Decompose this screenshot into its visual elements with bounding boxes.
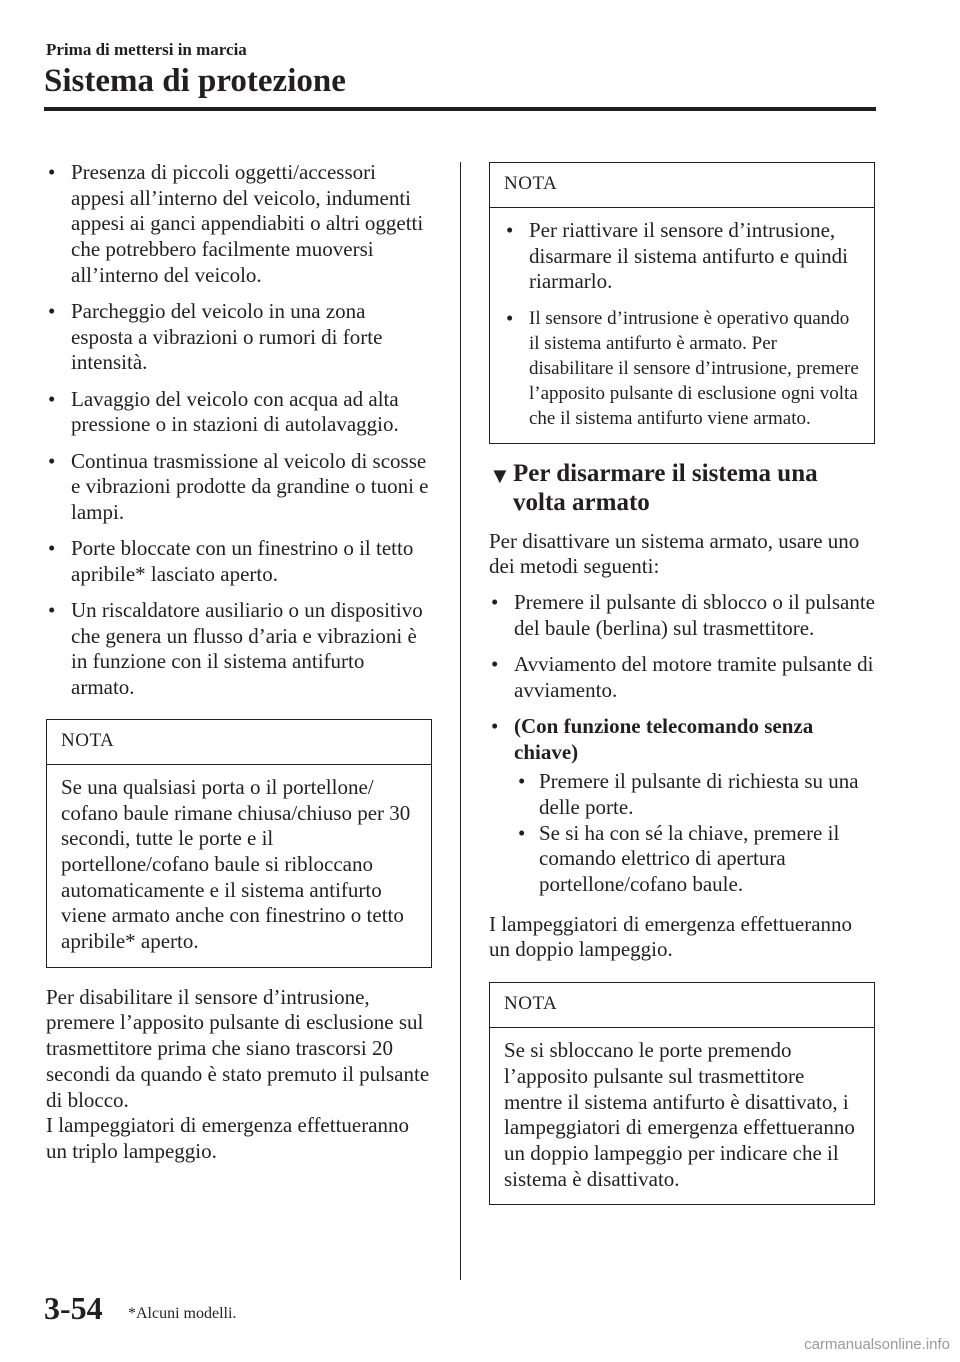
- list-item: • Avviamento del motore tramite pulsante di avviamento.: [491, 651, 874, 702]
- note-box-right-top: [489, 162, 875, 444]
- note-text: Se una qualsiasi porta o il portellone/ cofano baule rimane chiusa/chiuso per 30 secondi, tutte le porte e il portellone/cofano baule si ribloccano automaticamente e il sistema antifurto viene armato anche con finestrino o tetto apribile* aperto.: [61, 774, 411, 954]
- list-item: • Il sensore d’intrusione è operativo quando il sistema antifurto è armato. Per disabilitare il sensore d’intrusione, premere l’apposito pulsante di esclusione ogni volta che il sistema antifurto viene armato.: [506, 305, 859, 429]
- bullet-icon: •: [518, 769, 526, 794]
- left-bullet-list: [46, 160, 432, 701]
- list-item: • Un riscaldatore ausiliario o un dispositivo che genera un flusso d’aria e vibrazioni è in funzione con il sistema antifurto armato.: [48, 598, 423, 700]
- bullet-icon: •: [518, 820, 526, 845]
- body-paragraph: Per disabilitare il sensore d’intrusione, premere l’apposito pulsante di esclusione sul trasmettitore prima che siano trascorsi 20 secondi da quando è stato premuto il pulsante di blocco.: [46, 984, 430, 1112]
- note-label: NOTA: [490, 163, 874, 208]
- page-title: Sistema di protezione: [44, 63, 346, 99]
- body-paragraph: I lampeggiatori di emergenza effettueranno un doppio lampeggio.: [489, 911, 853, 962]
- sub-list-item: • Se si ha con sé la chiave, premere il comando elettrico di apertura portellone/cofano baule.: [518, 820, 840, 897]
- list-item: • Parcheggio del veicolo in una zona esposta a vibrazioni o rumori di forte intensità.: [48, 299, 383, 375]
- bullet-icon: •: [48, 386, 56, 411]
- bullet-icon: •: [48, 448, 56, 473]
- bullet-icon: •: [491, 590, 499, 615]
- list-item: • Porte bloccate con un finestrino o il tetto apribile* lasciato aperto.: [48, 536, 414, 586]
- bullet-icon: •: [506, 218, 514, 242]
- note-label: NOTA: [490, 983, 874, 1028]
- bullet-icon: •: [48, 598, 56, 623]
- list-item: • Presenza di piccoli oggetti/accessori appesi all’interno del veicolo, indumenti appesi ai ganci appendiabiti o altri oggetti che potrebbero facilmente muoversi all’interno del veicolo.: [48, 160, 424, 287]
- note-bullet-list: [504, 218, 860, 431]
- bullet-icon: •: [48, 536, 56, 561]
- page-number: 3-54: [44, 1290, 103, 1326]
- footnote: *Alcuni modelli.: [128, 1305, 237, 1322]
- list-item: • Premere il pulsante di sblocco o il pulsante del baule (berlina) sul trasmettitore.: [491, 590, 875, 640]
- body-paragraph: I lampeggiatori di emergenza effettueranno un triplo lampeggio.: [46, 1113, 410, 1163]
- note-box-right-bottom: [489, 982, 875, 1205]
- bullet-icon: •: [491, 651, 499, 676]
- sub-list-item: • Premere il pulsante di richiesta su una delle porte.: [518, 769, 859, 819]
- note-box-left: [46, 719, 432, 968]
- triangle-down-icon: ▼: [489, 462, 511, 488]
- bullet-icon: •: [506, 305, 514, 330]
- bullet-icon: •: [48, 299, 56, 324]
- keyless-sub-list: [514, 769, 875, 898]
- title-rule: [44, 107, 876, 111]
- sub-heading: ▼ Per disarmare il sistema una volta armato: [489, 459, 818, 516]
- right-bullet-list: [489, 590, 875, 898]
- list-item: • Lavaggio del veicolo con acqua ad alta pressione o in stazioni di autolavaggio.: [48, 386, 399, 437]
- list-item: • Per riattivare il sensore d’intrusione, disarmare il sistema antifurto e quindi riarmarlo.: [506, 218, 848, 294]
- list-item: [489, 714, 875, 898]
- left-column: [46, 160, 432, 1165]
- list-item: • Continua trasmissione al veicolo di scosse e vibrazioni prodotte da grandine o tuoni e lampi.: [48, 448, 429, 524]
- right-column: [489, 162, 875, 1205]
- section-label: Prima di mettersi in marcia: [46, 40, 247, 59]
- note-text: Se si sbloccano le porte premendo l’apposito pulsante sul trasmettitore mentre il sistema antifurto è disattivato, i lampeggiatori di emergenza effettueranno un doppio lampeggio per indicare che il sistema è disattivato.: [504, 1038, 855, 1191]
- keyless-heading: (Con funzione telecomando senza chiave): [514, 713, 814, 764]
- bullet-icon: •: [491, 713, 499, 738]
- bullet-icon: •: [48, 160, 56, 184]
- column-divider: [460, 162, 461, 1280]
- intro-paragraph: Per disattivare un sistema armato, usare uno dei metodi seguenti:: [489, 528, 860, 579]
- watermark: carmanualsonline.info: [804, 1336, 950, 1353]
- note-label: NOTA: [47, 720, 431, 765]
